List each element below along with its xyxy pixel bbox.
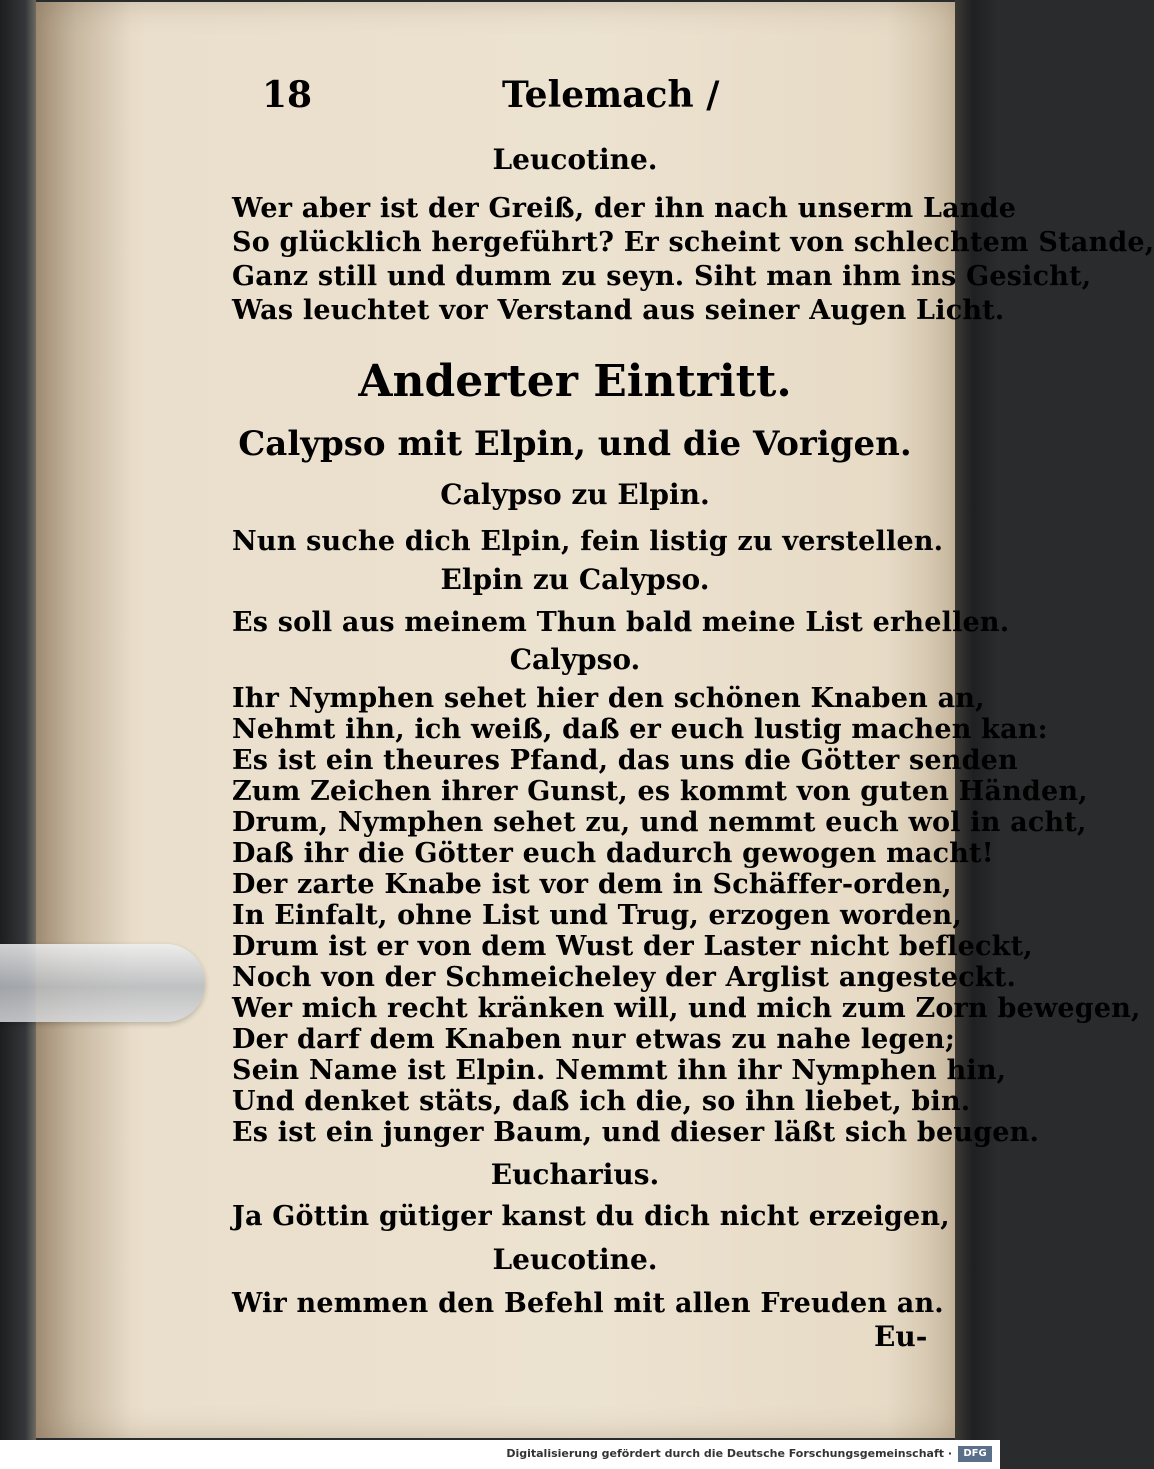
speaker-leucotine: Leucotine. — [492, 143, 658, 176]
verse-line: In Einfalt, ohne List und Trug, erzogen worden, — [232, 900, 962, 931]
verse-line: Noch von der Schmeicheley der Arglist angesteckt. — [232, 962, 1017, 993]
speaker-calypso: Calypso. — [509, 643, 641, 676]
verse-line: Ja Göttin gütiger kanst du dich nicht erzeigen, — [232, 1201, 950, 1232]
verse-line: Sein Name ist Elpin. Nemmt ihn ihr Nymphen hin, — [232, 1055, 1007, 1086]
verse-line: Es ist ein junger Baum, und dieser läßt sich beugen. — [232, 1117, 1040, 1148]
verse-line: Wer mich recht kränken will, und mich zum Zorn bewegen, — [232, 993, 1141, 1024]
verse-line: Ihr Nymphen sehet hier den schönen Knaben an, — [232, 683, 985, 714]
verse-line: Drum, Nymphen sehet zu, und nemmt euch wol in acht, — [232, 807, 1087, 838]
page-holder-strip — [0, 944, 205, 1022]
scene-title: Anderter Eintritt. — [358, 356, 792, 407]
verse-line: Drum ist er von dem Wust der Laster nicht befleckt, — [232, 931, 1033, 962]
page-header — [262, 74, 942, 124]
verse-line: Es ist ein theures Pfand, das uns die Götter senden — [232, 745, 1018, 776]
verse-line: Und denket stäts, daß ich die, so ihn liebet, bin. — [232, 1086, 971, 1117]
verse-line: Ganz still und dumm zu seyn. Siht man ihm ins Gesicht, — [232, 261, 1092, 292]
scene-cast: Calypso mit Elpin, und die Vorigen. — [238, 424, 912, 464]
verse-line: Es soll aus meinem Thun bald meine List erhellen. — [232, 607, 1010, 638]
speaker-calypso-zu-elpin: Calypso zu Elpin. — [440, 478, 710, 511]
speaker-leucotine-2: Leucotine. — [492, 1243, 658, 1276]
book-spine-left — [0, 0, 36, 1440]
verse-line: Der zarte Knabe ist vor dem in Schäffer-orden, — [232, 869, 952, 900]
dfg-logo: DFG — [958, 1446, 992, 1462]
verse-line: So glücklich hergeführt? Er scheint von schlechtem Stande, — [232, 227, 1154, 258]
verse-line: Der darf dem Knaben nur etwas zu nahe legen; — [232, 1024, 955, 1055]
gutter-shadow — [36, 2, 131, 1438]
page-number: 18 — [262, 74, 313, 116]
verse-line: Wir nemmen den Befehl mit allen Freuden an. — [232, 1288, 944, 1319]
verse-line: Nun suche dich Elpin, fein listig zu verstellen. — [232, 526, 944, 557]
running-title: Telemach / — [502, 74, 720, 116]
verse-line: Zum Zeichen ihrer Gunst, es kommt von guten Händen, — [232, 776, 1088, 807]
speaker-eucharius: Eucharius. — [490, 1158, 660, 1191]
verse-line: Was leuchtet vor Verstand aus seiner Augen Licht. — [232, 295, 1005, 326]
speaker-elpin-zu-calypso: Elpin zu Calypso. — [440, 563, 710, 596]
verse-line: Nehmt ihn, ich weiß, daß er euch lustig machen kan: — [232, 714, 1048, 745]
verse-line: Wer aber ist der Greiß, der ihn nach unserm Lande — [232, 193, 1017, 224]
verse-line: Daß ihr die Götter euch dadurch gewogen macht! — [232, 838, 994, 869]
footer-credit: Digitalisierung gefördert durch die Deutsche Forschungsgemeinschaft · — [506, 1447, 952, 1460]
catchword: Eu- — [874, 1320, 928, 1353]
footer-bar — [0, 1440, 1000, 1469]
